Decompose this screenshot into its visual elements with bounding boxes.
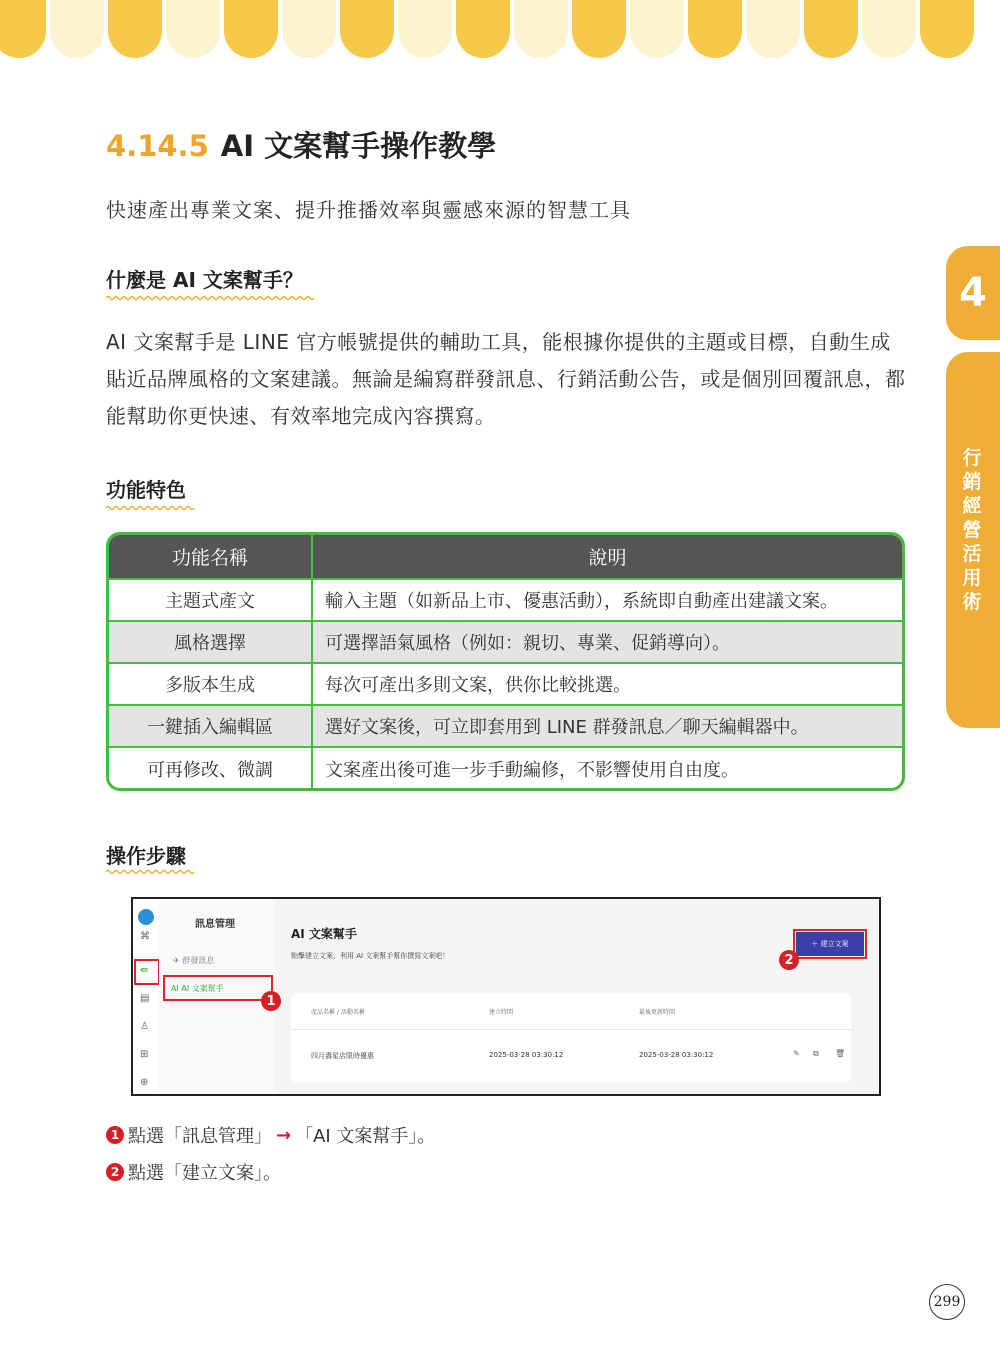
copy-list-card xyxy=(291,993,851,1083)
step-2 xyxy=(106,1159,281,1185)
scallop xyxy=(224,0,278,58)
store-icon[interactable]: ▤ xyxy=(140,993,150,1004)
table-row xyxy=(109,746,902,789)
main-description: 點擊建立文案，利用 AI 文案幫手幫你撰寫文案吧！ xyxy=(291,952,450,960)
chapter-number-tab: 4 xyxy=(946,246,1000,340)
step-1-badge: 1 xyxy=(106,1126,124,1144)
step-2-text: 點選「建立文案」。 xyxy=(128,1163,281,1184)
header-feature-name: 功能名稱 xyxy=(109,535,313,578)
feature-description: 選好文案後，可立即套用到 LINE 群發訊息／聊天編輯器中。 xyxy=(325,717,809,738)
column-header-name: 產品名稱 / 活動名稱 xyxy=(311,1009,365,1016)
table-row xyxy=(109,704,902,746)
column-header-created: 建立時間 xyxy=(489,1009,514,1016)
scallop xyxy=(456,0,510,58)
heading-underline xyxy=(106,869,196,875)
section-number: 4.14.5 xyxy=(106,129,209,163)
scallop xyxy=(50,0,104,58)
section-title xyxy=(106,124,496,165)
app-logo-icon xyxy=(138,909,154,925)
scallop xyxy=(514,0,568,58)
features-table xyxy=(106,532,905,791)
user-icon[interactable]: ♙ xyxy=(140,1021,149,1032)
row-updated: 2025-03-28 03:30:12 xyxy=(639,1051,714,1059)
step-badge-1: 1 xyxy=(261,991,281,1011)
what-is-heading: 什麼是 AI 文案幫手？ xyxy=(106,268,303,292)
steps-heading: 操作步驟 xyxy=(106,844,186,868)
embedded-screenshot xyxy=(131,897,881,1096)
header-description: 說明 xyxy=(588,547,627,569)
top-scallop-banner xyxy=(0,0,1000,60)
feature-name: 一鍵插入編輯區 xyxy=(109,706,313,746)
feature-name: 風格選擇 xyxy=(109,622,313,662)
table-row xyxy=(109,578,902,620)
scallop xyxy=(108,0,162,58)
scallop xyxy=(282,0,336,58)
side-nav xyxy=(159,899,276,1094)
arrow-right-icon: → xyxy=(276,1124,292,1146)
row-name[interactable]: 四月壽星店限時優惠 xyxy=(311,1052,374,1060)
create-copy-button[interactable]: ＋ 建立文案 xyxy=(796,932,864,956)
step-1-text-a: 點選「訊息管理」 xyxy=(128,1126,272,1147)
scallop xyxy=(0,0,46,58)
table-row xyxy=(109,620,902,662)
send-icon: ✈ xyxy=(173,956,180,965)
section-subtitle: 快速產出專業文案、提升推播效率與靈感來源的智慧工具 xyxy=(106,198,631,222)
feature-description: 每次可產出多則文案，供你比較挑選。 xyxy=(325,675,631,696)
step-1 xyxy=(106,1122,435,1148)
grid-icon[interactable]: ⊞ xyxy=(140,1049,149,1060)
feature-name: 主題式產文 xyxy=(109,580,313,620)
scallop xyxy=(630,0,684,58)
what-is-paragraph: AI 文案幫手是 LINE 官方帳號提供的輔助工具，能根據你提供的主題或目標，自動生成貼近品牌風格的文案建議。無論是編寫群發訊息、行銷活動公告，或是個別回覆訊息，都能幫助你更快速、有效率地完成內容撰寫。 xyxy=(106,330,906,428)
section-title-text: AI 文案幫手操作教學 xyxy=(220,129,497,163)
feature-description: 文案產出後可進一步手動編修，不影響使用自由度。 xyxy=(325,759,739,781)
scallop xyxy=(688,0,742,58)
heading-underline xyxy=(106,295,314,301)
table-header xyxy=(109,535,902,578)
scallop xyxy=(572,0,626,58)
features-heading: 功能特色 xyxy=(106,478,186,502)
expand-icon: ⌘ xyxy=(140,931,150,942)
scallop xyxy=(804,0,858,58)
delete-icon[interactable]: 🗑 xyxy=(835,1049,846,1058)
row-created: 2025-03-28 03:30:12 xyxy=(489,1051,564,1059)
scallop xyxy=(340,0,394,58)
divider xyxy=(291,1029,851,1030)
main-title: AI 文案幫手 xyxy=(291,927,357,941)
scallop xyxy=(166,0,220,58)
feature-description: 可選擇語氣風格（例如：親切、專業、促銷導向）。 xyxy=(325,633,730,654)
feature-name: 可再修改、微調 xyxy=(109,748,313,789)
feature-name: 多版本生成 xyxy=(109,664,313,704)
main-panel xyxy=(275,899,879,1094)
scallop xyxy=(746,0,800,58)
nav-item-ai-copy[interactable]: AI AI 文案幫手 xyxy=(171,984,224,993)
copy-icon[interactable]: ⧉ xyxy=(813,1049,819,1058)
nav-item-broadcast[interactable]: ✈ 群發訊息 xyxy=(173,956,215,965)
feature-description: 輸入主題（如新品上市、優惠活動），系統即自動產出建議文案。 xyxy=(325,591,838,612)
edit-icon[interactable]: ✎ xyxy=(793,1049,800,1058)
scallop xyxy=(920,0,974,58)
chapter-label: 行銷經營活用術 xyxy=(962,447,982,613)
scallop xyxy=(398,0,452,58)
scallop xyxy=(862,0,916,58)
settings-icon[interactable]: ⊕ xyxy=(140,1077,149,1088)
megaphone-icon[interactable]: ⇚ xyxy=(140,965,149,976)
heading-underline xyxy=(106,505,196,511)
column-header-updated: 最後更新時間 xyxy=(639,1009,676,1016)
table-row xyxy=(109,662,902,704)
step-1-text-b: 「AI 文案幫手」。 xyxy=(295,1126,436,1147)
step-2-badge: 2 xyxy=(106,1163,124,1181)
page-number: 299 xyxy=(929,1284,965,1320)
nav-title: 訊息管理 xyxy=(195,919,235,930)
step-badge-2: 2 xyxy=(779,950,799,970)
icon-rail xyxy=(133,899,160,1094)
